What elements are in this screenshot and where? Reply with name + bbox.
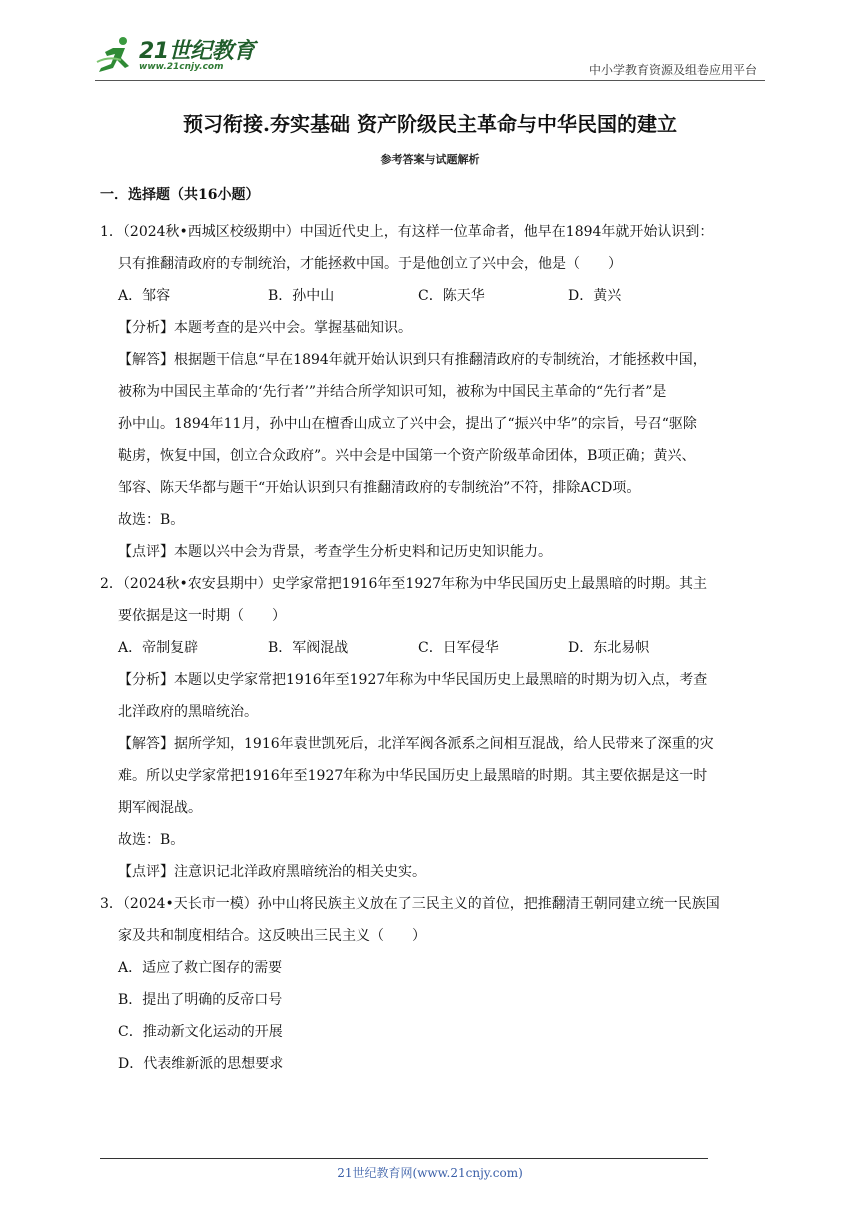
answer-line: 期军阀混战。	[118, 800, 202, 816]
stem-line: 3．（2024•天长市一模）孙中山将民族主义放在了三民主义的首位，把推翻清王朝同建立统一民族国	[100, 896, 720, 912]
stem-line: 只有推翻清政府的专制统治，才能拯救中国。于是他创立了兴中会，他是（ ）	[118, 256, 622, 272]
logo	[95, 34, 265, 78]
analysis: 【分析】本题考查的是兴中会。掌握基础知识。	[118, 320, 412, 336]
analysis-line: 北洋政府的黑暗统治。	[118, 704, 258, 720]
option-c: C．陈天华	[418, 288, 485, 304]
page-title: 预习衔接.夯实基础 资产阶级民主革命与中华民国的建立	[183, 112, 677, 136]
section-heading: 一．选择题（共16小题）	[100, 187, 260, 203]
question-1	[100, 216, 766, 568]
option-d: D．黄兴	[568, 288, 622, 304]
logo-url: www.21cnjy.com	[139, 62, 224, 72]
page-subtitle: 参考答案与试题解析	[380, 153, 480, 166]
comment: 【点评】本题以兴中会为背景，考查学生分析史料和记历史知识能力。	[118, 544, 552, 560]
footer-divider	[100, 1158, 708, 1159]
option-d: D．代表维新派的思想要求	[118, 1056, 284, 1072]
stem-line: 要依据是这一时期（ ）	[118, 608, 286, 624]
stem-line: 家及共和制度相结合。这反映出三民主义（ ）	[118, 928, 426, 944]
option-a: A．邹容	[118, 288, 171, 304]
answer-line: 邹容、陈天华都与题干“开始认识到只有推翻清政府的专制统治”不符，排除ACD项。	[118, 480, 641, 496]
answer-line: 【解答】据所学知，1916年袁世凯死后，北洋军阀各派系之间相互混战，给人民带来了深重的灾	[118, 736, 714, 752]
analysis	[100, 664, 766, 728]
comment: 【点评】注意识记北洋政府黑暗统治的相关史实。	[118, 864, 426, 880]
logo-brand: 21世纪教育	[139, 39, 255, 64]
option-c: C．推动新文化运动的开展	[118, 1024, 283, 1040]
options	[100, 632, 766, 664]
option-b: B．孙中山	[268, 288, 335, 304]
answer-line: 【解答】根据题干信息“早在1894年就开始认识到只有推翻清政府的专制统治，才能拯救中国，	[118, 352, 707, 368]
option-a: A．适应了救亡图存的需要	[118, 960, 283, 976]
option-b: B．提出了明确的反帝口号	[118, 992, 283, 1008]
option-a: A．帝制复辟	[118, 640, 199, 656]
question-stem	[100, 216, 766, 280]
options	[100, 280, 766, 312]
answer	[100, 344, 766, 504]
runner-logo-icon	[95, 34, 139, 78]
question-2	[100, 568, 766, 888]
stem-line: 1．（2024秋•西城区校级期中）中国近代史上，有这样一位革命者，他早在1894年就开始认识到：	[100, 224, 714, 240]
questions	[100, 216, 766, 1080]
option-c: C．日军侵华	[418, 640, 499, 656]
answer-line: 孙中山。1894年11月，孙中山在檀香山成立了兴中会，提出了“振兴中华”的宗旨，号召“驱除	[118, 416, 697, 432]
question-3	[100, 888, 766, 1080]
answer-line: 鞑虏，恢复中国，创立合众政府”。兴中会是中国第一个资产阶级革命团体，B项正确；黄兴、	[118, 448, 696, 464]
analysis-line: 【分析】本题以史学家常把1916年至1927年称为中华民国历史上最黑暗的时期为切入点，考查	[118, 672, 708, 688]
option-b: B．军阀混战	[268, 640, 349, 656]
question-stem	[100, 888, 766, 952]
answer	[100, 728, 766, 824]
platform-name: 中小学教育资源及组卷应用平台	[588, 63, 757, 77]
choice: 故选：B。	[118, 832, 185, 848]
answer-line: 难。所以史学家常把1916年至1927年称为中华民国历史上最黑暗的时期。其主要依据是这一时	[118, 768, 708, 784]
page-footer: 21世纪教育网(www.21cnjy.com)	[337, 1166, 523, 1180]
page-header	[95, 30, 765, 81]
choice: 故选：B。	[118, 512, 185, 528]
question-stem	[100, 568, 766, 632]
answer-line: 被称为中国民主革命的‘先行者’”并结合所学知识可知，被称为中国民主革命的“先行者”是	[118, 384, 667, 400]
option-d: D．东北易帜	[568, 640, 650, 656]
stem-line: 2．（2024秋•农安县期中）史学家常把1916年至1927年称为中华民国历史上最黑暗的时期。其主	[100, 576, 708, 592]
